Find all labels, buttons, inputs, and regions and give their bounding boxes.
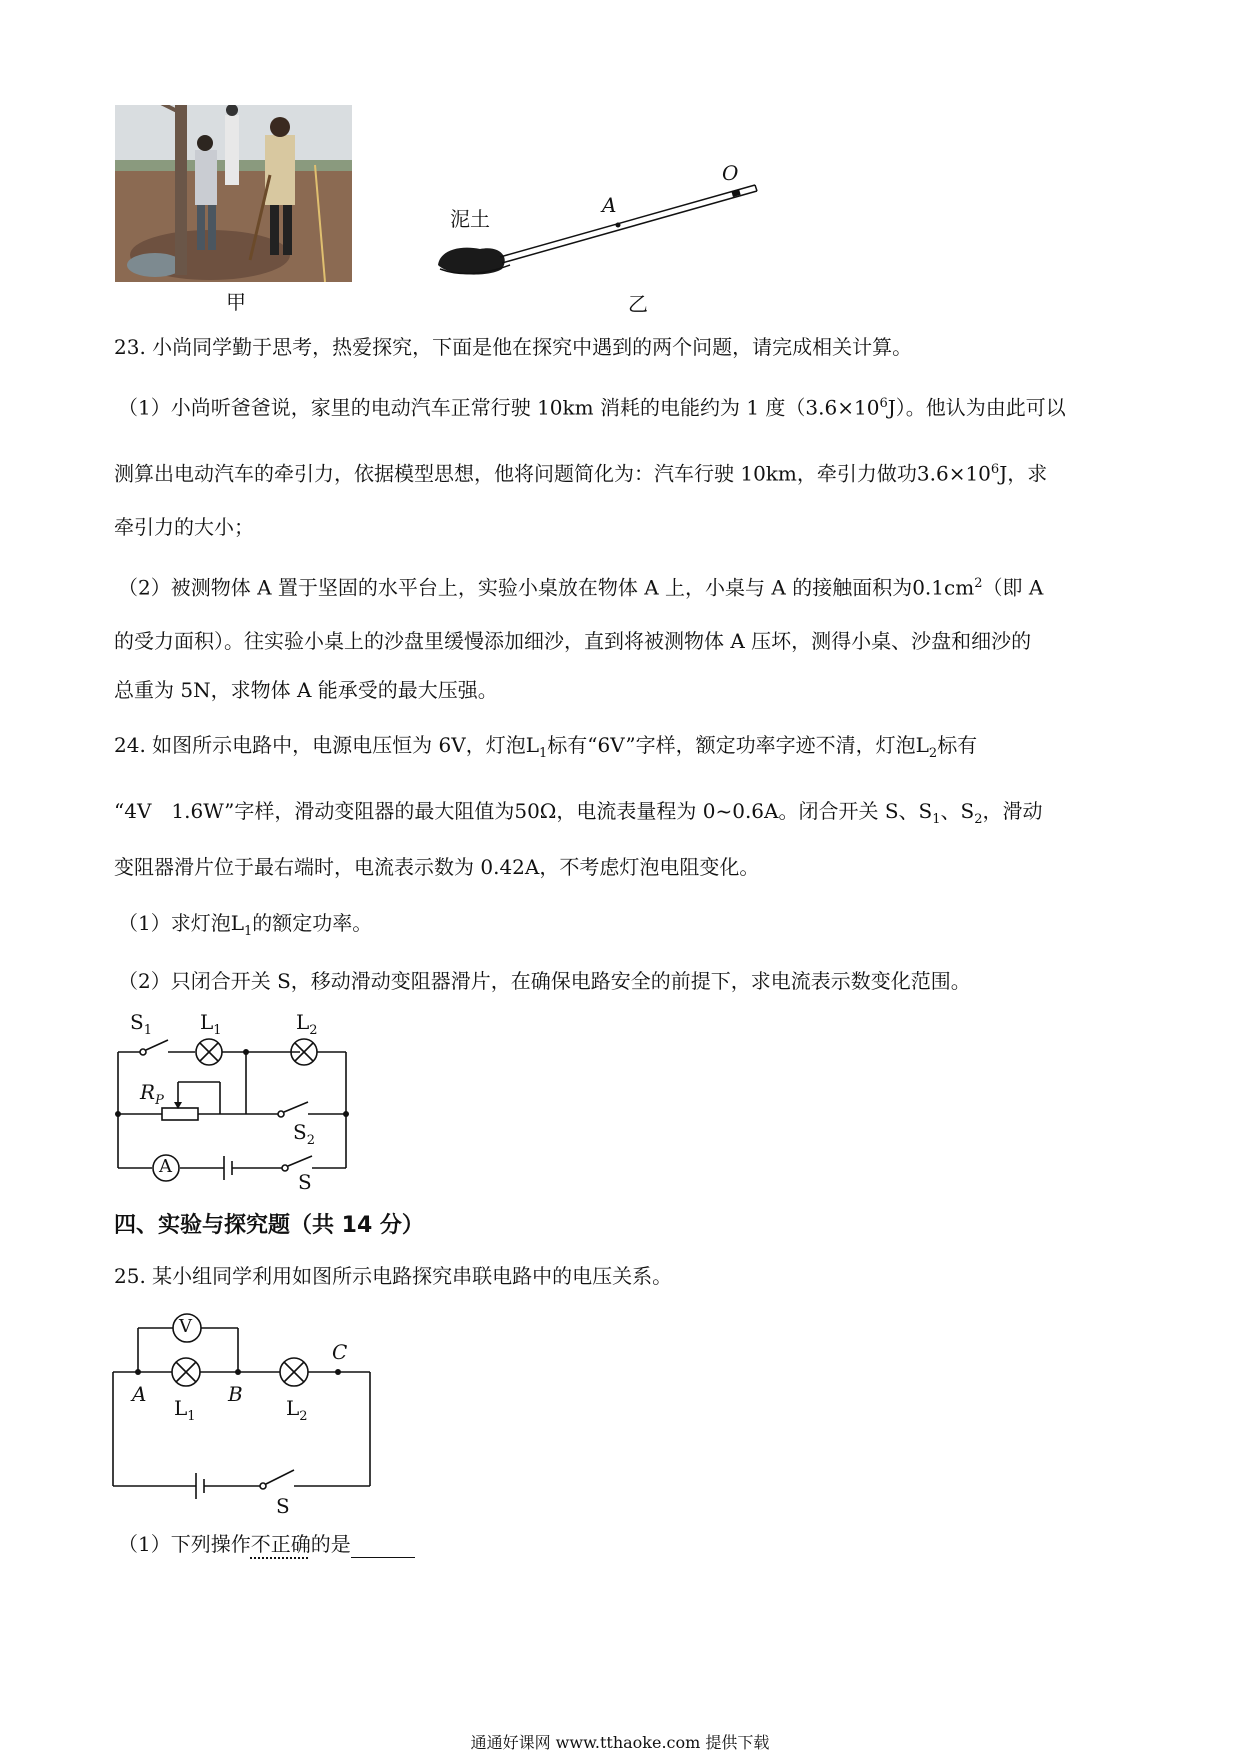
q23-part1-line1: （1）小尚听爸爸说，家里的电动汽车正常行驶 10km 消耗的电能约为 1 度$(3.6\times 10^6J)$。他认为由此可以 bbox=[118, 395, 1066, 420]
q23-part2-line1: （2）被测物体 A 置于坚固的水平台上，实验小桌放在物体 A 上，小桌与 A 的接触面积为$0.1cm^2$（即 A bbox=[118, 575, 1044, 600]
lamp-l1-label: $L_1$ bbox=[174, 1396, 196, 1424]
q24-line2: “4V 1.6W”字样，滑动变阻器的最大阻值为50Ω，电流表量程为 0~0.6A。闭合开关 S、$S_1$、$S_2$，滑动 bbox=[114, 799, 1043, 827]
point-c-label: C bbox=[332, 1340, 348, 1364]
switch-s-label: S bbox=[298, 1170, 312, 1194]
q25-part1: （1）下列操作不正确的是 bbox=[118, 1530, 415, 1558]
point-a-label: A bbox=[132, 1382, 147, 1406]
q24-line1: 24. 如图所示电路中，电源电压恒为 6V，灯泡$L_1$标有“6V”字样，额定功率字迹不清，灯泡$L_2$标有 bbox=[114, 733, 978, 761]
point-b-label: B bbox=[228, 1382, 243, 1406]
q23-part2-line3: 总重为 5N，求物体 A 能承受的最大压强。 bbox=[114, 678, 498, 702]
voltmeter-label: V bbox=[179, 1316, 192, 1337]
q24-part1: （1）求灯泡$L_1$的额定功率。 bbox=[118, 911, 373, 939]
q23-intro: 23. 小尚同学勤于思考，热爱探究，下面是他在探究中遇到的两个问题，请完成相关计算。 bbox=[114, 335, 913, 359]
rheostat-label: $R_P$ bbox=[140, 1080, 164, 1108]
lamp-l2-label: $L_2$ bbox=[296, 1010, 318, 1038]
label-mud: 泥土 bbox=[450, 207, 490, 231]
photo-planting bbox=[115, 105, 352, 282]
circuit-diagram-q25 bbox=[108, 1310, 388, 1520]
emphasis-not-correct: 不正确 bbox=[250, 1532, 311, 1556]
switch-s2-label: $S_2$ bbox=[293, 1120, 315, 1148]
ammeter-label: A bbox=[159, 1156, 172, 1177]
q25-intro: 25. 某小组同学利用如图所示电路探究串联电路中的电压关系。 bbox=[114, 1264, 673, 1288]
section-4-title: 四、实验与探究题（共 14 分） bbox=[114, 1213, 424, 1238]
lamp-l2-label: $L_2$ bbox=[286, 1396, 308, 1424]
photo-caption: 甲 bbox=[226, 290, 246, 314]
label-point-o: O bbox=[722, 161, 739, 185]
q24-line3: 变阻器滑片位于最右端时，电流表示数为 0.42A，不考虑灯泡电阻变化。 bbox=[114, 855, 760, 879]
q23-part2-line2: 的受力面积）。往实验小桌上的沙盘里缓慢添加细沙，直到将被测物体 A 压坏，测得小桌、沙盘和细沙的 bbox=[114, 629, 1032, 653]
footer-text: 通通好课网 www.tthaoke.com 提供下载 bbox=[470, 1733, 770, 1752]
diagram-caption: 乙 bbox=[628, 292, 648, 316]
circuit-diagram-q24 bbox=[110, 1010, 360, 1195]
lamp-l1-label: $L_1$ bbox=[200, 1010, 222, 1038]
switch-s1-label: $S_1$ bbox=[130, 1010, 152, 1038]
answer-blank[interactable] bbox=[351, 1535, 415, 1558]
q23-part1-line2: 测算出电动汽车的牵引力，依据模型思想，他将问题简化为：汽车行驶 10km，牵引力做功$3.6\times 10^6J$，求 bbox=[114, 461, 1048, 486]
q24-part2: （2）只闭合开关 S，移动滑动变阻器滑片，在确保电路安全的前提下，求电流表示数变化范围。 bbox=[118, 969, 971, 993]
q23-part1-line3: 牵引力的大小； bbox=[114, 515, 254, 539]
lever-diagram bbox=[430, 161, 770, 285]
label-point-a: A bbox=[602, 193, 617, 217]
switch-s-label: S bbox=[276, 1494, 290, 1518]
